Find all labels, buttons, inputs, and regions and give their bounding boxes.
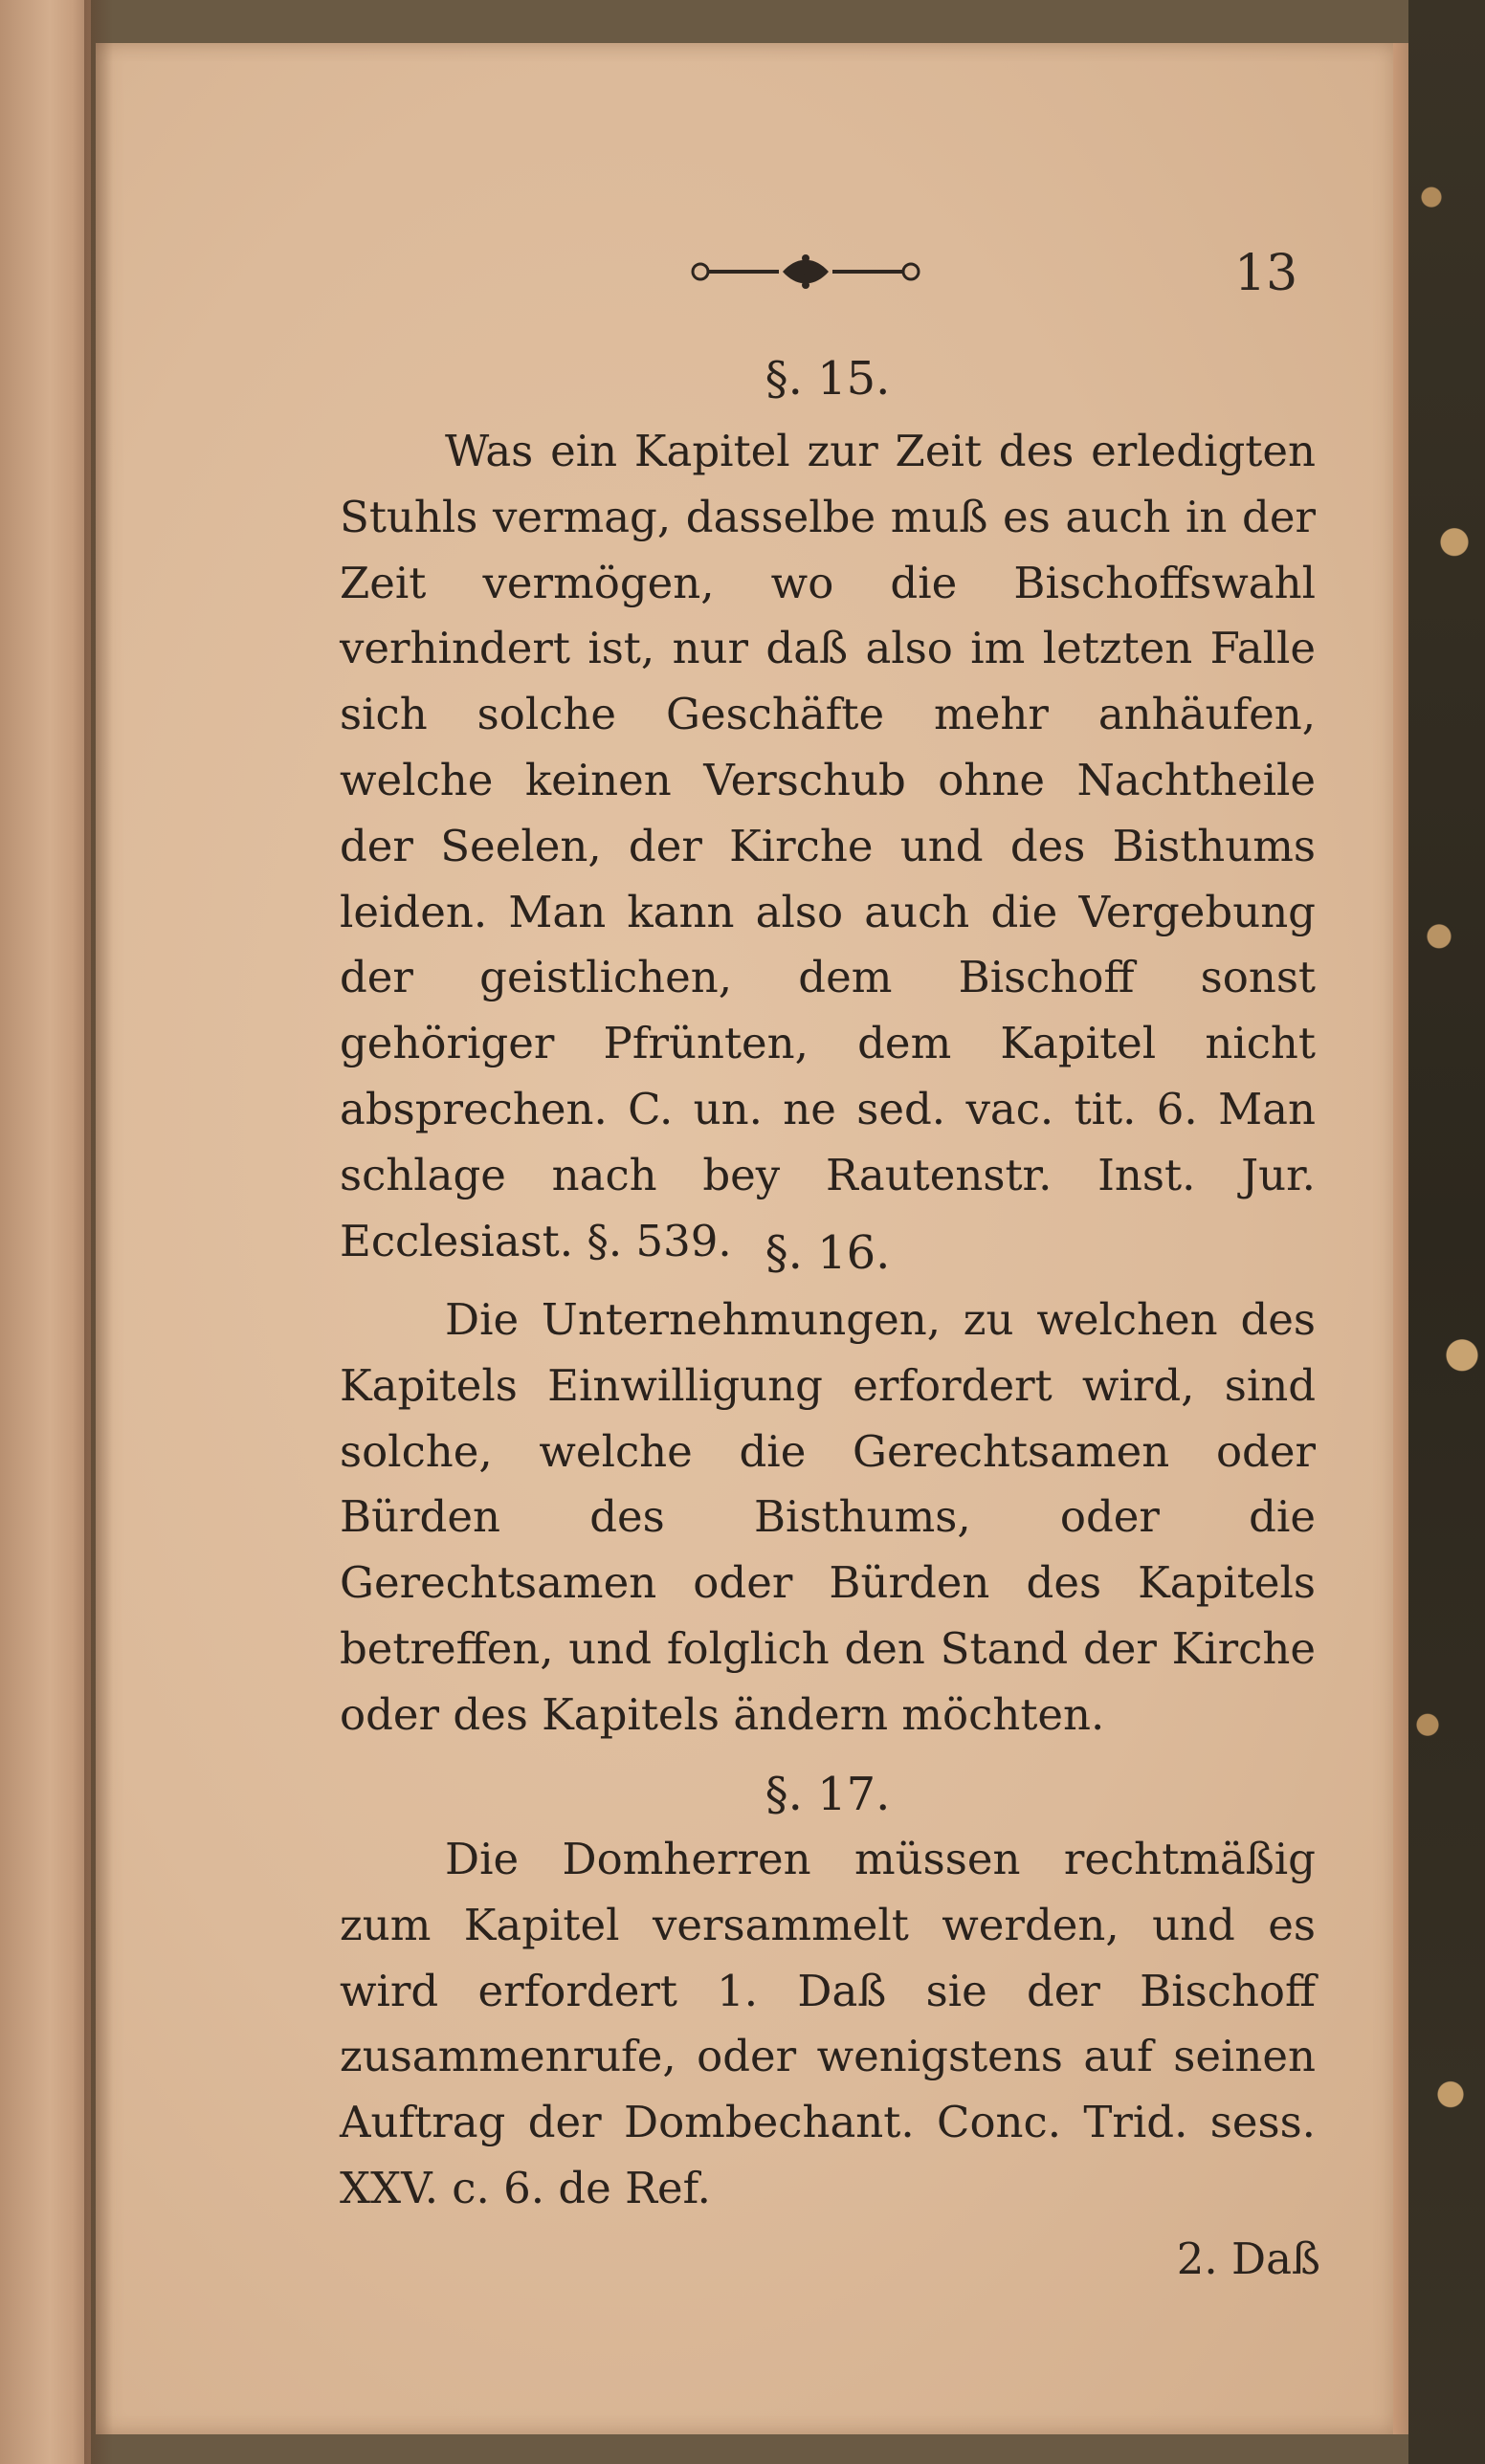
- section-heading-17: §. 17.: [765, 1768, 891, 1821]
- ornament-icon: [691, 251, 920, 293]
- section-heading-15: §. 15.: [765, 352, 891, 406]
- section-text-17: Die Domherren müssen rechtmäßig zum Kapitel versammelt werden, und es wird erfordert 1. Daß sie der Bischoff zusammenrufe, oder wenigstens auf seinen Auftrag der Dombechant. Conc. Trid. sess. XXV. c. 6. de Ref.: [340, 1834, 1316, 2213]
- page-number: 13: [1234, 245, 1298, 302]
- section-text-16: Die Unternehmungen, zu welchen des Kapitels Einwilligung erfordert wird, sind solche, welche die Gerechtsamen oder Bürden des Bisthums, oder die Gerechtsamen oder Bürden des Kapitels betreffen, und folglich den Stand der Kirche oder des Kapitels ändern möchten.: [340, 1294, 1316, 1740]
- right-page-edge: [1393, 43, 1408, 2434]
- marbled-cover: [1408, 0, 1485, 2464]
- section-text-15: Was ein Kapitel zur Zeit des erledigten Stuhls vermag, dasselbe muß es auch in der Zeit vermögen, wo die Bischoffswahl verhindert ist, nur daß also im letzten Falle sich solche Geschäfte mehr anhäufen, welche keinen Verschub ohne Nachtheile der Seelen, der Kirche und des Bisthums leiden. Man kann also auch die Vergebung der geistlichen, dem Bischoff sonst gehöriger Pfrünten, dem Kapitel nicht absprechen. C. un. ne sed. vac. tit. 6. Man schlage nach bey Rautenstr. Inst. Jur. Ecclesiast. §. 539.: [340, 426, 1316, 1266]
- gutter-shadow: [84, 0, 113, 2464]
- left-page-edge: [0, 0, 91, 2464]
- section-heading-16: §. 16.: [765, 1226, 891, 1280]
- catchword: 2. Daß: [1176, 2233, 1320, 2284]
